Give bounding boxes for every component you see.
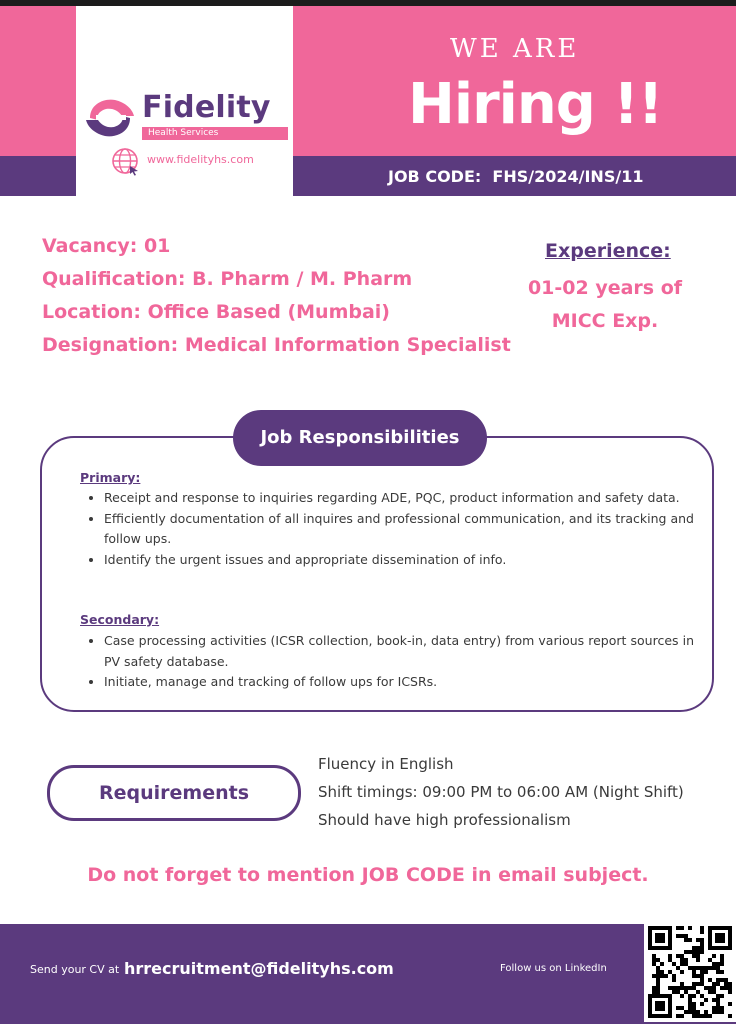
primary-heading: Primary: [80, 470, 141, 485]
globe-icon [110, 146, 140, 176]
secondary-heading: Secondary: [80, 612, 160, 627]
hiring-headline: Hiring !! [408, 72, 663, 137]
list-item: • Efficiently documentation of all inquires and professional communication, and its tracking and follow ups. [104, 509, 694, 550]
logo-name: Fidelity [142, 90, 271, 125]
secondary-list [80, 631, 694, 693]
location: Location: Office Based (Mumbai) [42, 301, 390, 323]
experience-details [510, 272, 700, 338]
website-link[interactable]: www.fidelityhs.com [147, 153, 254, 166]
experience-line-1: 01-02 years of [527, 277, 683, 299]
qr-code-icon[interactable] [644, 922, 736, 1022]
linkedin-follow-text[interactable]: Follow us on LinkedIn [500, 963, 607, 974]
email-link[interactable]: hrrecruitment@fidelityhs.com [124, 959, 394, 978]
requirement-item: Shift timings: 09:00 PM to 06:00 AM (Night Shift) [318, 783, 684, 801]
experience-line-2: MICC Exp. [551, 310, 659, 332]
qualification: Qualification: B. Pharm / M. Pharm [42, 268, 413, 290]
list-item: • Case processing activities (ICSR collection, book-in, data entry) from various report sources in PV safety database. [104, 631, 694, 672]
job-details [42, 230, 511, 362]
requirements-list [318, 750, 684, 834]
vacancy: Vacancy: 01 [42, 235, 171, 257]
we-are-text: WE ARE [450, 34, 580, 64]
designation: Designation: Medical Information Specialist [42, 334, 511, 356]
job-code: JOB CODE: FHS/2024/INS/11 [388, 167, 644, 186]
logo-panel [76, 6, 293, 196]
requirements-label: Requirements [47, 765, 301, 821]
experience-title: Experience: [545, 240, 671, 262]
list-item: • Initiate, manage and tracking of follow ups for ICSRs. [104, 672, 694, 693]
email-subject-notice: Do not forget to mention JOB CODE in email subject. [87, 864, 649, 886]
primary-list [80, 488, 694, 570]
requirement-item: Should have high professionalism [318, 811, 571, 829]
responsibilities-title: Job Responsibilities [233, 410, 487, 466]
requirement-item: Fluency in English [318, 755, 454, 773]
list-item: • Receipt and response to inquiries regarding ADE, PQC, product information and safety data. [104, 488, 694, 509]
list-item: • Identify the urgent issues and appropriate dissemination of info. [104, 550, 694, 571]
logo-subtitle: Health Services [142, 127, 288, 140]
send-cv-label: Send your CV at [30, 963, 120, 976]
fidelity-logo-icon [82, 94, 138, 142]
